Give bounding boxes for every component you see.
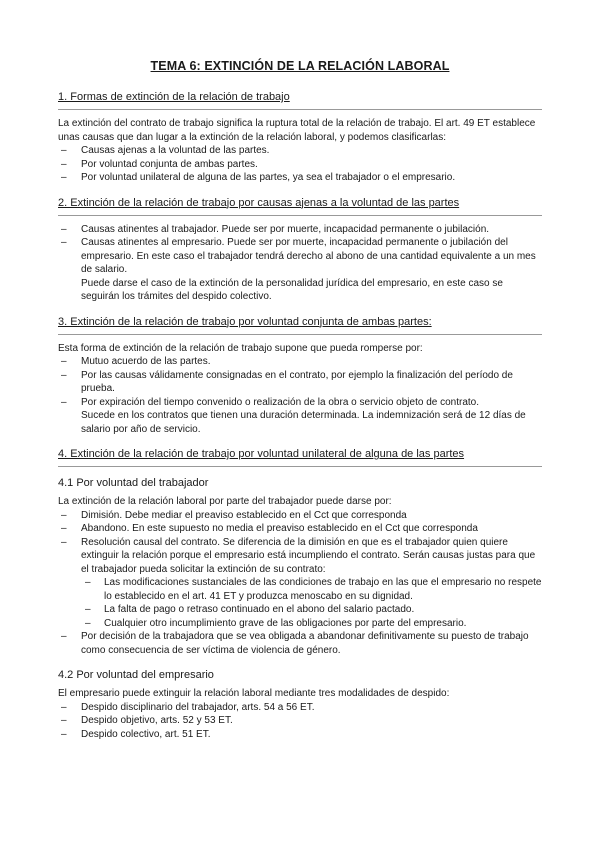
- subsection-4-1-heading: 4.1 Por voluntad del trabajador: [58, 477, 209, 489]
- section-divider: [58, 466, 542, 467]
- dash-bullet: –: [61, 728, 67, 740]
- list-item: – Causas atinentes al empresario. Puede ser por muerte, incapacidad permanente o jubilación del empresario. En este caso el trabajador tendrá derecho al abono de una cantidad equivalente a un mes de salario. Puede darse el caso de la extinción de la personalidad jurídica del empresario, en este caso se seguirán los trámites del despido colectivo.: [61, 237, 536, 302]
- dash-bullet: –: [61, 715, 67, 726]
- list-item: – Despido objetivo, arts. 52 y 53 ET.: [61, 715, 233, 726]
- dash-bullet: –: [61, 509, 67, 521]
- list-item: – Despido disciplinario del trabajador, arts. 54 a 56 ET.: [61, 701, 315, 713]
- subsection-4-2-intro: El empresario puede extinguir la relación laboral mediante tres modalidades de despido:: [58, 688, 450, 699]
- list-item: – Dimisión. Debe mediar el preaviso establecido en el Cct que corresponda: [61, 509, 407, 521]
- dash-bullet: –: [61, 356, 67, 367]
- subsection-4-2-list: [58, 701, 542, 742]
- section-3-heading: 3. Extinción de la relación de trabajo por voluntad conjunta de ambas partes:: [58, 315, 432, 328]
- dash-bullet: –: [61, 631, 67, 642]
- list-item: – Causas ajenas a la voluntad de las partes.: [61, 145, 270, 156]
- section-divider: [58, 215, 542, 216]
- section-1-heading: 1. Formas de extinción de la relación de trabajo: [58, 91, 290, 103]
- list-item: – Por voluntad conjunta de ambas partes.: [61, 158, 258, 170]
- subsection-4-1-list-continued: [58, 630, 542, 657]
- subsection-4-1-intro: La extinción de la relación laboral por parte del trabajador puede darse por:: [58, 496, 392, 507]
- section-2-list: [58, 223, 542, 304]
- section-3-list: [58, 355, 542, 436]
- dash-bullet: –: [61, 369, 67, 381]
- list-item: – Despido colectivo, art. 51 ET.: [61, 728, 211, 740]
- nested-list-item: – Las modificaciones sustanciales de las condiciones de trabajo en las que el empresario no respete lo establecido en el art. 41 ET y produzca menoscabo en su dignidad.: [85, 577, 542, 602]
- section-2-heading: 2. Extinción de la relación de trabajo por causas ajenas a la voluntad de las partes: [58, 196, 460, 209]
- list-item: – Abandono. En este supuesto no media el preaviso establecido en el Cct que corresponda: [61, 523, 478, 534]
- dash-bullet: –: [61, 536, 67, 548]
- subsection-4-1-nested-list: [58, 576, 542, 630]
- section-divider: [58, 334, 542, 335]
- dash-bullet: –: [61, 237, 67, 248]
- list-item: – Por expiración del tiempo convenido o realización de la obra o servicio objeto de contrato. Sucede en los contratos que tienen una duración determinada. La indemnización será de 12 días de salario por año de servicio.: [61, 396, 526, 435]
- section-1-list: [58, 144, 542, 185]
- dash-bullet: –: [61, 145, 67, 156]
- section-divider: [58, 109, 542, 110]
- list-item: – Por voluntad unilateral de alguna de las partes, ya sea el trabajador o el empresario.: [61, 172, 456, 183]
- list-item: – Por las causas válidamente consignadas en el contrato, por ejemplo la finalización del período de prueba.: [61, 369, 513, 394]
- dash-bullet: –: [85, 577, 91, 588]
- nested-list-item: – Cualquier otro incumplimiento grave de las obligaciones por parte del empresario.: [85, 617, 467, 629]
- list-item: – Causas atinentes al trabajador. Puede ser por muerte, incapacidad permanente o jubilación.: [61, 223, 490, 235]
- section-3-intro: Esta forma de extinción de la relación de trabajo supone que pueda romperse por:: [58, 342, 423, 354]
- list-item: – Resolución causal del contrato. Se diferencia de la dimisión en que es el trabajador quien quiere extinguir la relación porque el empresario está incumpliendo el contrato. Serán causas justas para que el trabajador pueda solicitar la extinción de su contrato:: [61, 536, 536, 575]
- dash-bullet: –: [61, 396, 67, 408]
- list-item: – Por decisión de la trabajadora que se vea obligada a abandonar definitivamente su puesto de trabajo como consecuencia de ser víctima de violencia de género.: [61, 631, 529, 656]
- dash-bullet: –: [61, 172, 67, 183]
- document-title: TEMA 6: EXTINCIÓN DE LA RELACIÓN LABORAL: [150, 59, 450, 73]
- nested-list-item: – La falta de pago o retraso continuado en el abono del salario pactado.: [85, 604, 415, 615]
- dash-bullet: –: [85, 617, 91, 629]
- subsection-4-2-heading: 4.2 Por voluntad del empresario: [58, 669, 214, 681]
- list-item: – Mutuo acuerdo de las partes.: [61, 356, 211, 367]
- dash-bullet: –: [61, 223, 67, 235]
- section-4-heading: 4. Extinción de la relación de trabajo por voluntad unilateral de alguna de las partes: [58, 448, 465, 460]
- dash-bullet: –: [61, 701, 67, 713]
- section-1-intro: La extinción del contrato de trabajo significa la ruptura total de la relación de trabajo. El art. 49 ET establece unas causas que dan lugar a la extinción de la relación laboral, y podemos clasificarlas:: [58, 118, 536, 143]
- dash-bullet: –: [85, 604, 91, 615]
- subsection-4-1-list: [58, 509, 542, 577]
- dash-bullet: –: [61, 523, 67, 534]
- dash-bullet: –: [61, 158, 67, 170]
